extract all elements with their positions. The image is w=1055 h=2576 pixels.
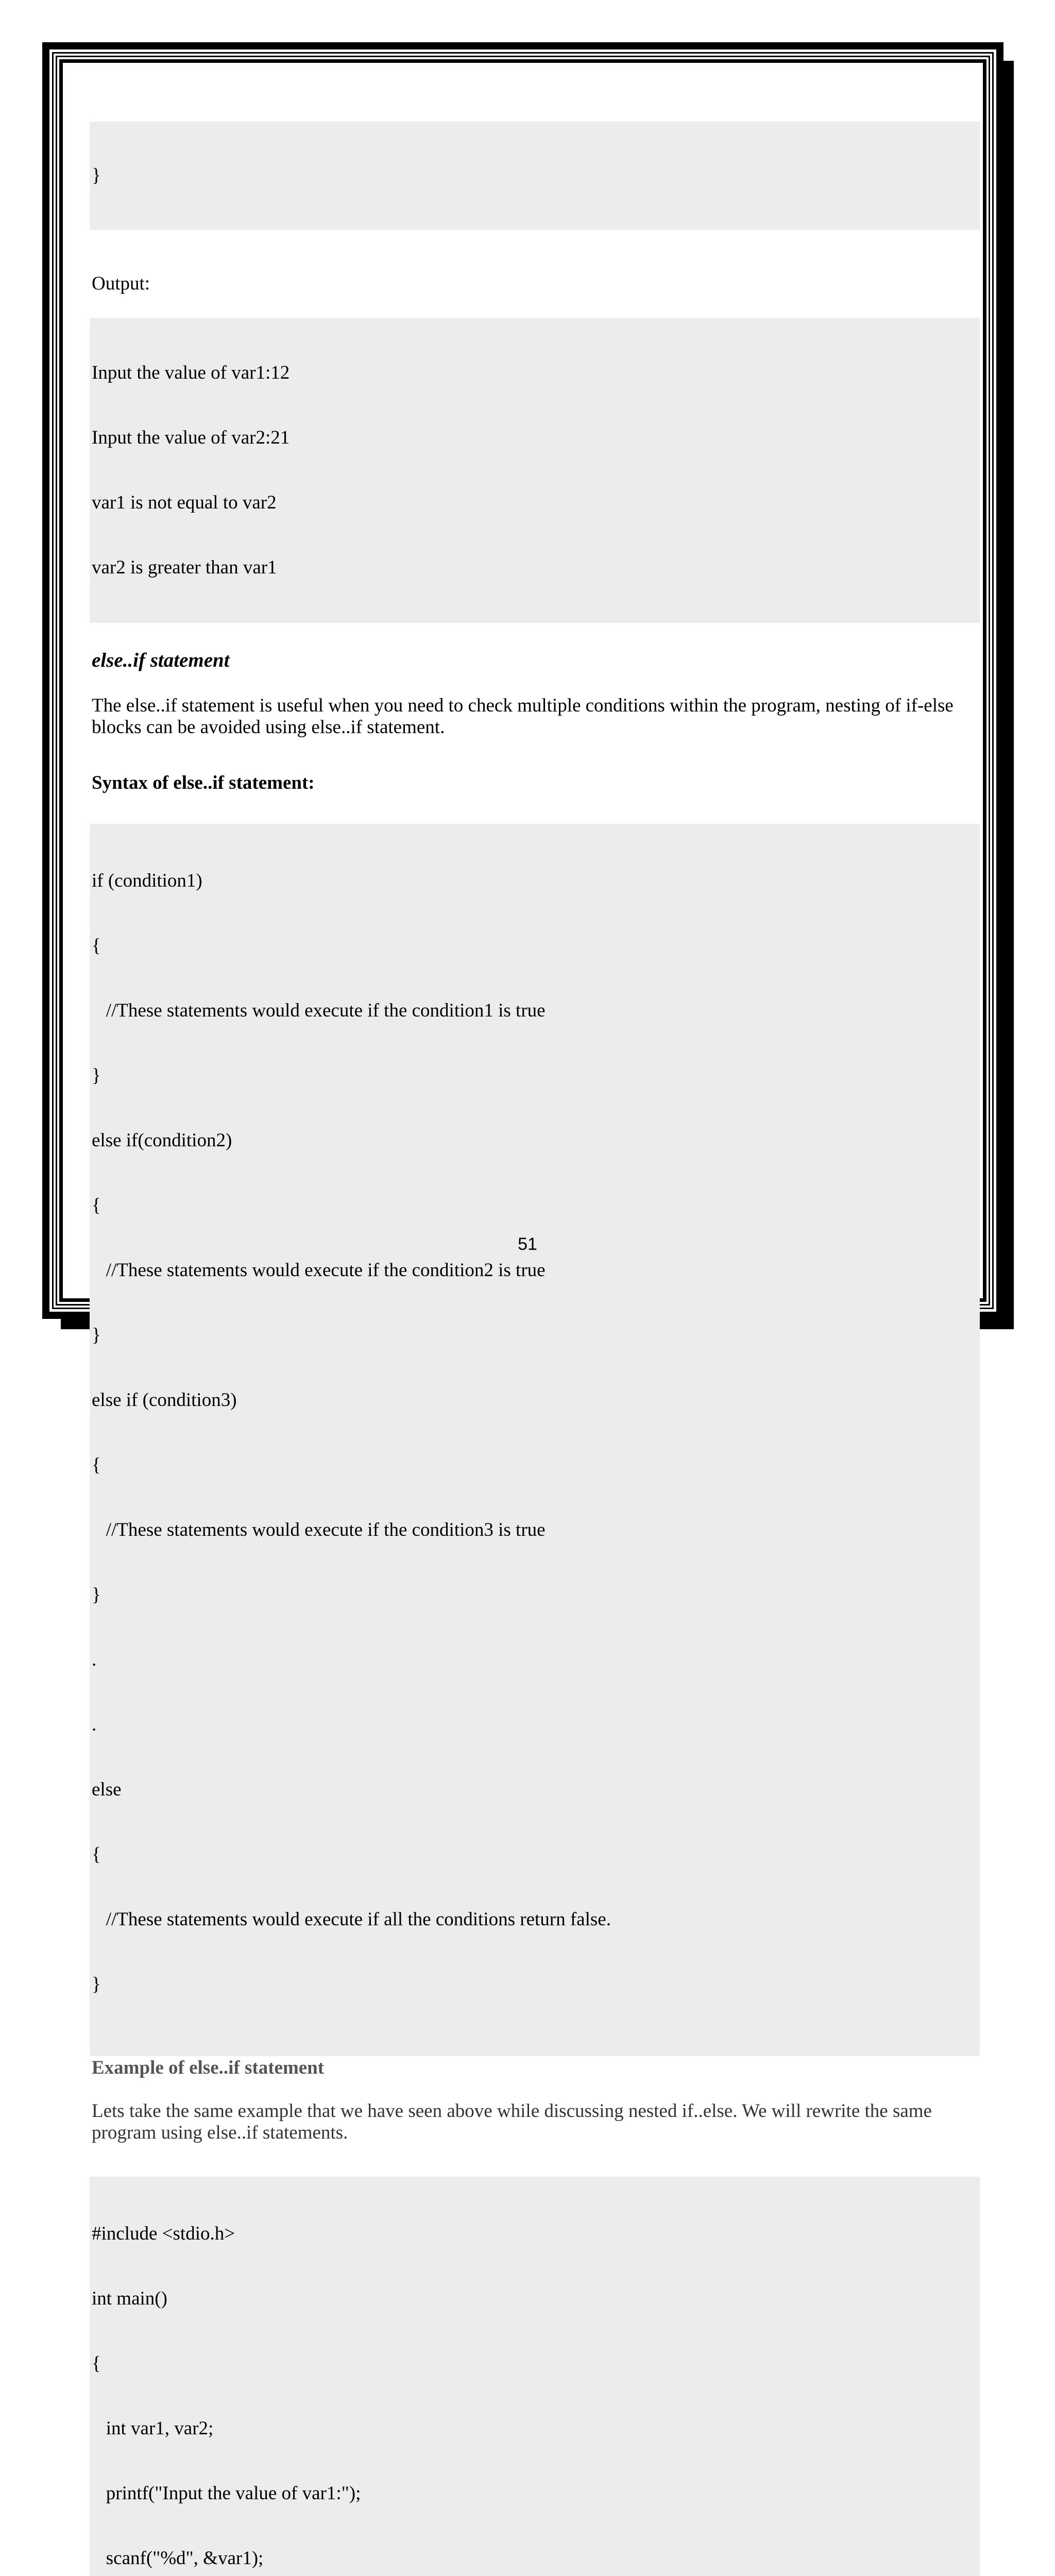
output-label: Output: bbox=[92, 273, 150, 294]
code-line: else if(condition2) bbox=[92, 1130, 232, 1151]
code-line: #include <stdio.h> bbox=[92, 2223, 235, 2244]
code-line: } bbox=[92, 165, 101, 186]
code-line: //These statements would execute if all the conditions return false. bbox=[92, 1909, 611, 1930]
page-number: 51 bbox=[518, 1234, 537, 1254]
page-content bbox=[92, 118, 980, 2576]
output-line: Input the value of var2:21 bbox=[92, 427, 290, 448]
code-line: } bbox=[92, 1584, 101, 1605]
elseif-paragraph bbox=[92, 695, 980, 738]
section-heading-elseif: else..if statement bbox=[92, 649, 230, 671]
code-line: printf("Input the value of var1:"); bbox=[92, 2483, 361, 2504]
code-block-top bbox=[90, 122, 980, 230]
code-line: else bbox=[92, 1779, 122, 1800]
output-block bbox=[90, 318, 980, 623]
syntax-heading: Syntax of else..if statement: bbox=[92, 772, 315, 793]
code-line: { bbox=[92, 2353, 101, 2374]
paragraph-line: The else..if statement is useful when you need to check multiple conditions within the program, nesting of if-else bbox=[92, 695, 954, 716]
code-line: //These statements would execute if the condition1 is true bbox=[92, 1000, 546, 1021]
output-line: var2 is greater than var1 bbox=[92, 557, 277, 578]
output-line: var1 is not equal to var2 bbox=[92, 492, 277, 513]
code-line: { bbox=[92, 1195, 101, 1216]
code-line: else if (condition3) bbox=[92, 1389, 237, 1411]
example-heading: Example of else..if statement bbox=[92, 2057, 325, 2078]
code-line: } bbox=[92, 1325, 101, 1346]
code-line: . bbox=[92, 1714, 97, 1735]
syntax-code-block bbox=[90, 824, 980, 2056]
paragraph-line: blocks can be avoided using else..if statement. bbox=[92, 717, 445, 738]
code-line: } bbox=[92, 1065, 101, 1086]
paragraph-line: program using else..if statements. bbox=[92, 2122, 348, 2143]
code-line: int main() bbox=[92, 2288, 167, 2309]
code-line: if (condition1) bbox=[92, 870, 202, 891]
code-line: int var1, var2; bbox=[92, 2418, 214, 2439]
output-line: Input the value of var1:12 bbox=[92, 362, 290, 383]
paragraph-line: Lets take the same example that we have seen above while discussing nested if..else. We will rewrite the same bbox=[92, 2100, 932, 2122]
code-line: } bbox=[92, 1974, 101, 1995]
code-line: //These statements would execute if the condition3 is true bbox=[92, 1519, 546, 1540]
example-code-block bbox=[90, 2177, 980, 2576]
code-line: scanf("%d", &var1); bbox=[92, 2548, 264, 2569]
code-line: { bbox=[92, 1844, 101, 1865]
code-line: { bbox=[92, 1454, 101, 1476]
code-line: . bbox=[92, 1649, 97, 1670]
example-paragraph bbox=[92, 2100, 980, 2144]
code-line: //These statements would execute if the condition2 is true bbox=[92, 1260, 546, 1281]
code-line: { bbox=[92, 935, 101, 956]
